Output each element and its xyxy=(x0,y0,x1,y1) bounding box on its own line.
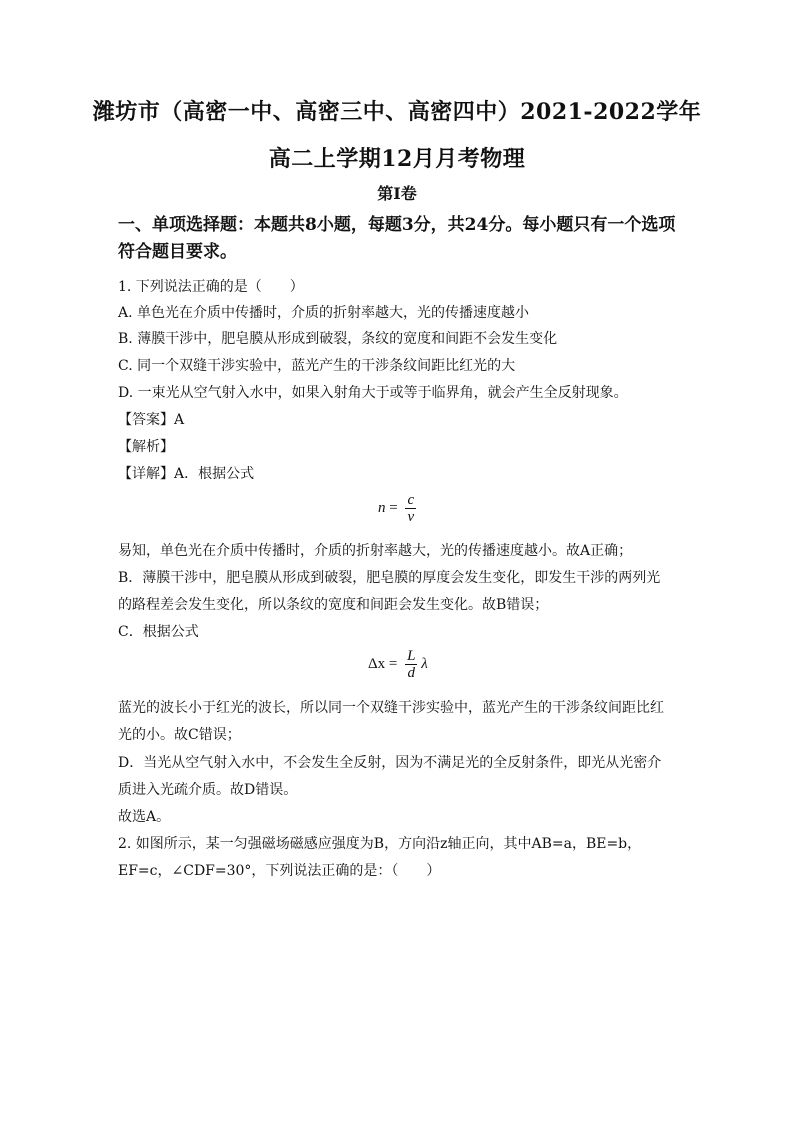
formula-fringe-spacing xyxy=(368,648,428,681)
section-heading-line2: 符合题目要求。 xyxy=(118,242,237,262)
formula-2-denominator: d xyxy=(407,665,416,681)
explanation-c-line2: 光的小。故C错误； xyxy=(118,727,241,743)
explanation-d-line1: D．当光从空气射入水中，不会发生全反射，因为不满足光的全反射条件，即光从光密介 xyxy=(118,755,662,771)
question-1-stem: 1. 下列说法正确的是（ ） xyxy=(118,279,304,295)
conclusion: 故选A。 xyxy=(118,809,171,825)
section-heading-line1: 一、单项选择题：本题共8小题，每题3分，共24分。每小题只有一个选项 xyxy=(118,215,676,235)
detail-label: 【详解】A．根据公式 xyxy=(118,466,255,482)
formula-1-equals: = xyxy=(389,499,398,516)
formula-1-fraction xyxy=(405,492,416,525)
formula-2-equals: = xyxy=(388,655,398,672)
formula-1-denominator: v xyxy=(407,509,415,525)
formula-2-numerator: L xyxy=(407,648,416,664)
formula-2-lhs: Δx xyxy=(368,655,386,672)
question-1-option-d: D. 一束光从空气射入水中，如果入射角大于或等于临界角，就会产生全反射现象。 xyxy=(118,385,628,401)
explanation-c-line1: 蓝光的波长小于红光的波长，所以同一个双缝干涉实验中，蓝光产生的干涉条纹间距比红 xyxy=(118,700,664,716)
question-1-option-b: B. 薄膜干涉中，肥皂膜从形成到破裂，条纹的宽度和间距不会发生变化 xyxy=(118,331,558,347)
question-2-stem-line2: EF=c，∠CDF=30°，下列说法正确的是：（ ） xyxy=(118,863,441,879)
formula-refractive-index xyxy=(378,492,416,525)
volume-heading: 第I卷 xyxy=(377,184,417,203)
document-title-line1: 潍坊市（高密一中、高密三中、高密四中）2021-2022学年 xyxy=(92,99,702,125)
explanation-d-line2: 质进入光疏介质。故D错误。 xyxy=(118,782,298,798)
document-title-line2: 高二上学期12月月考物理 xyxy=(268,146,526,172)
explanation-b-line1: B．薄膜干涉中，肥皂膜从形成到破裂，肥皂膜的厚度会发生变化，即发生干涉的两列光 xyxy=(118,570,661,586)
question-1-option-c: C. 同一个双缝干涉实验中，蓝光产生的干涉条纹间距比红光的大 xyxy=(118,358,516,374)
analysis-label: 【解析】 xyxy=(118,439,174,455)
answer-label: 【答案】A xyxy=(118,412,185,428)
question-2-stem-line1: 2. 如图所示，某一匀强磁场磁感应强度为B，方向沿z轴正向，其中AB=a，BE=b， xyxy=(118,836,642,852)
question-1-option-a: A. 单色光在介质中传播时，介质的折射率越大，光的传播速度越小 xyxy=(118,305,530,321)
formula-2-fraction xyxy=(405,648,417,681)
formula-1-lhs: n xyxy=(378,499,386,516)
formula-2-wavelength: λ xyxy=(421,655,428,672)
formula-1-numerator: c xyxy=(407,492,415,508)
explanation-a: 易知，单色光在介质中传播时，介质的折射率越大，光的传播速度越小。故A正确； xyxy=(118,543,633,559)
explanation-c-intro: C．根据公式 xyxy=(118,624,199,640)
explanation-b-line2: 的路程差会发生变化，所以条纹的宽度和间距会发生变化。故B错误； xyxy=(118,597,549,613)
